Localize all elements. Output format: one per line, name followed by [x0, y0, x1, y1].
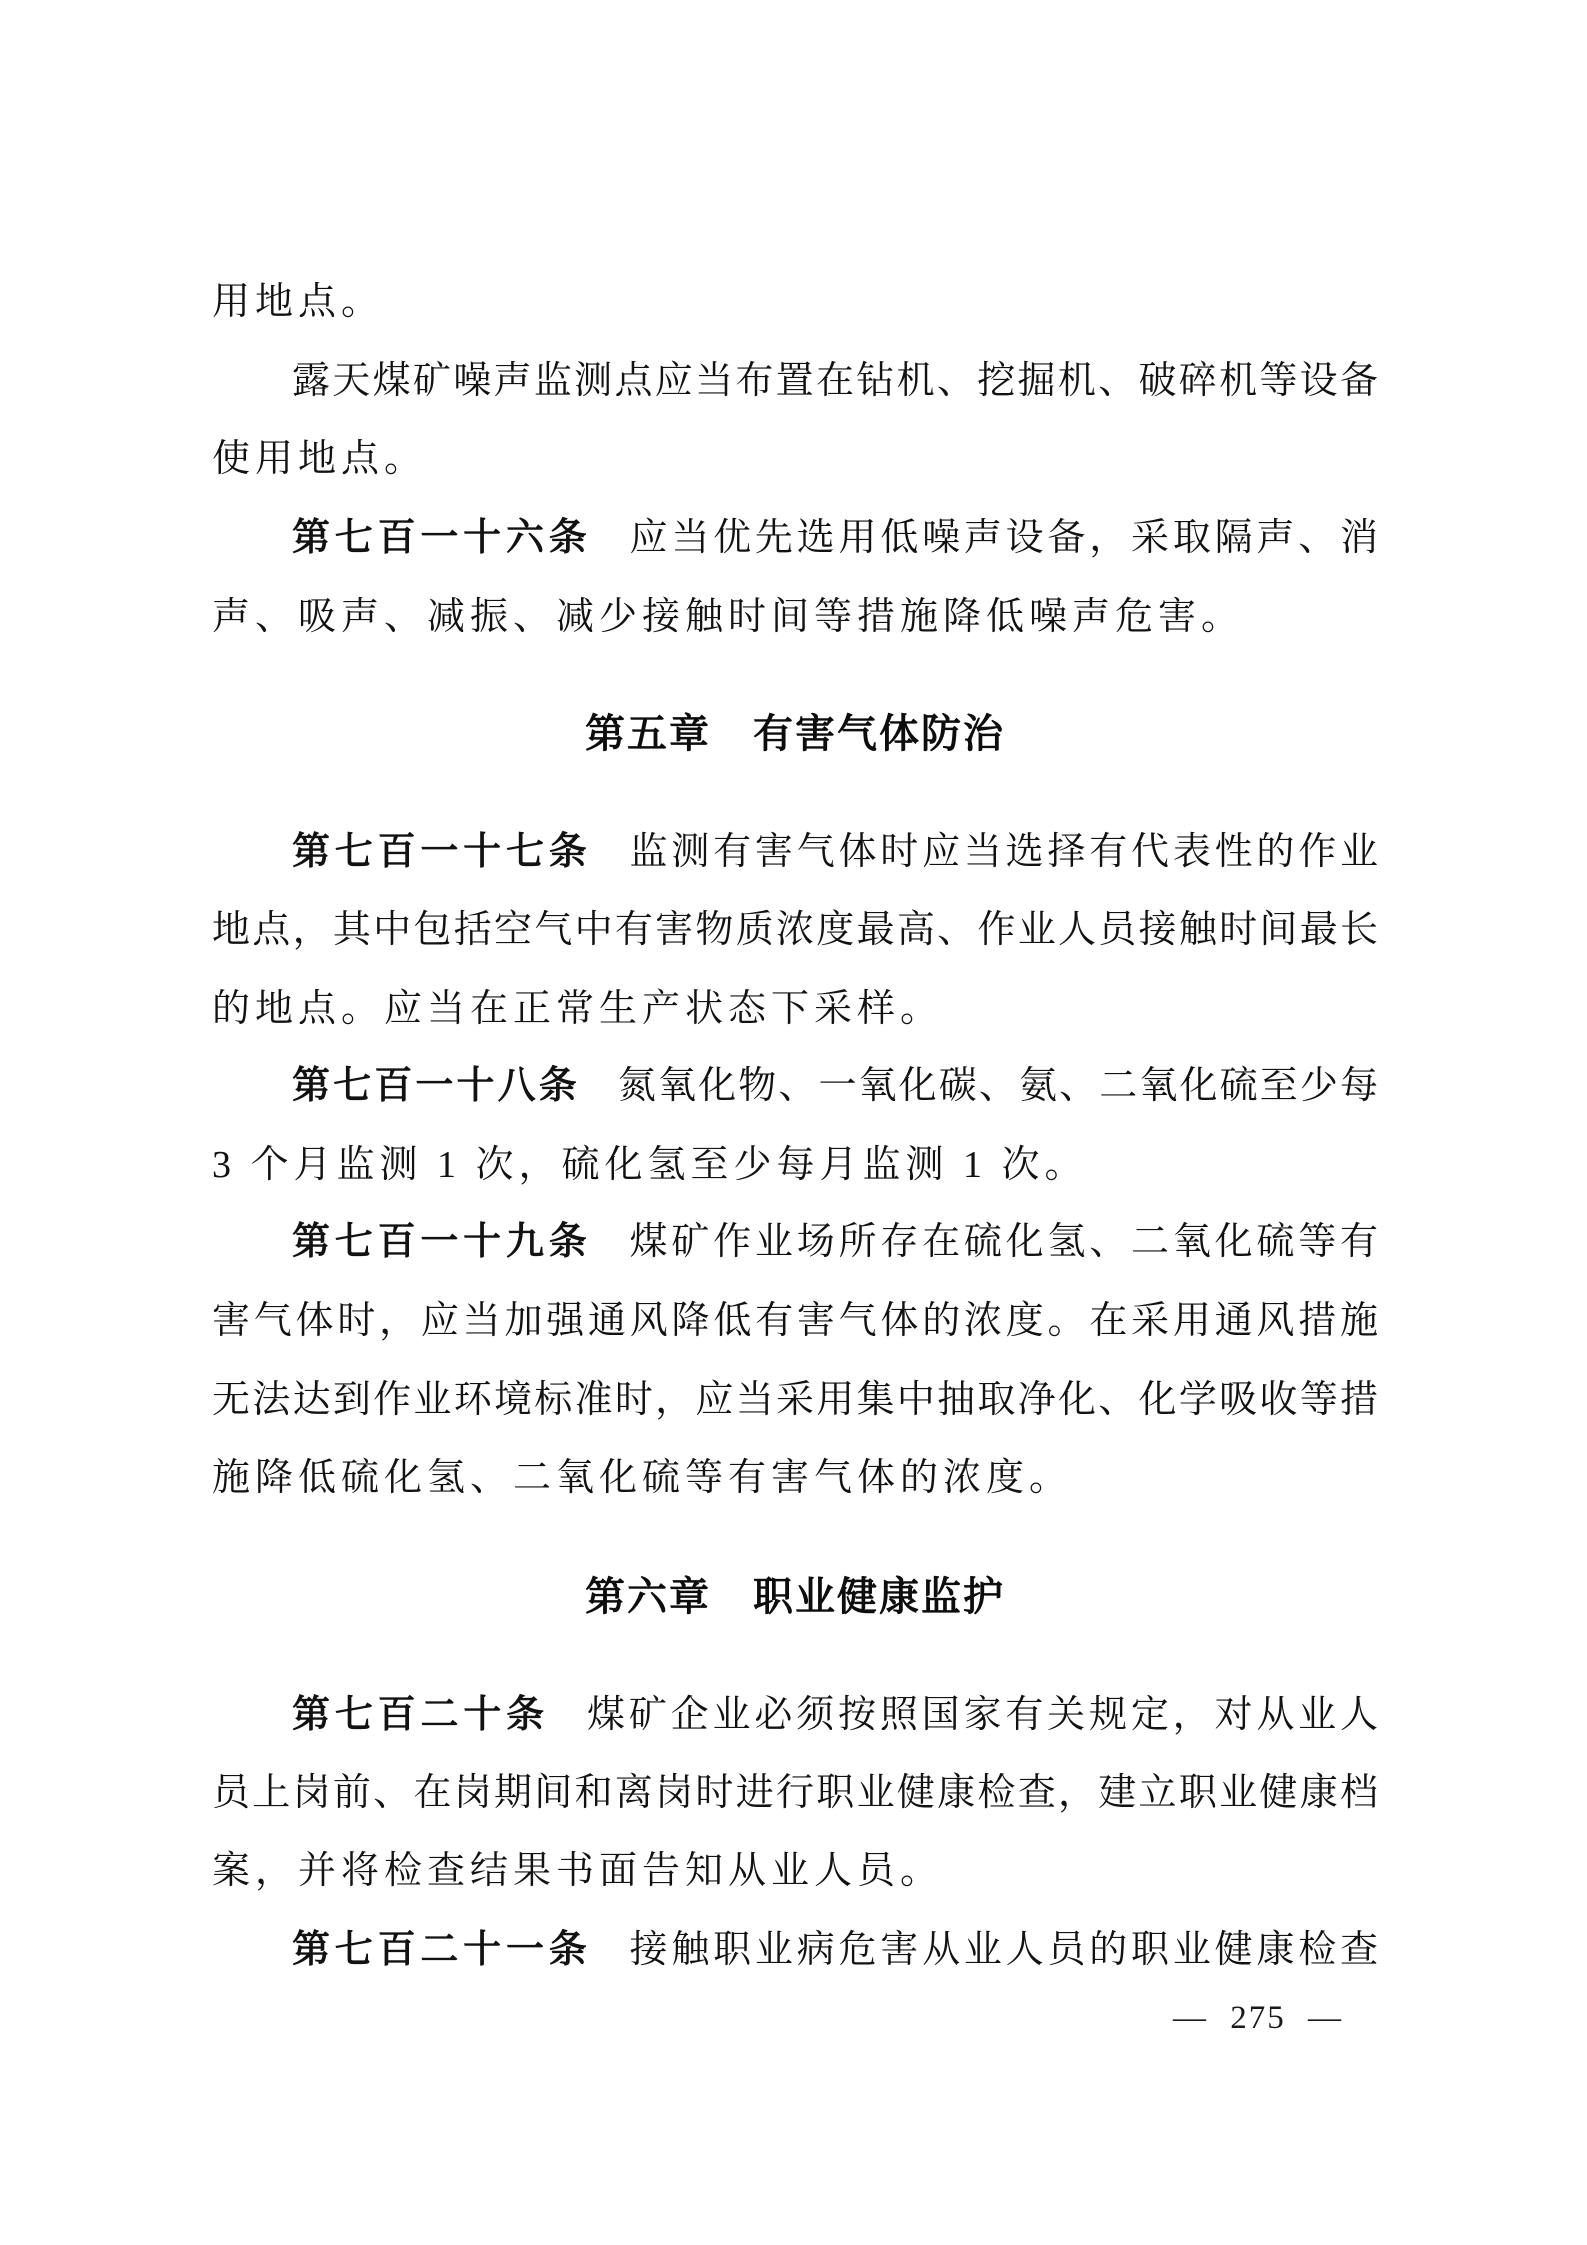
article-number: 第七百一十九条 — [292, 1221, 592, 1263]
article-text: 监测有害气体时应当选择有代表性的作业 — [629, 831, 1378, 873]
page-number: — 275 — — [1173, 2000, 1343, 2036]
article-line — [212, 1220, 1378, 1264]
article-number: 第七百一十七条 — [292, 831, 592, 873]
article-number: 第七百二十一条 — [292, 1929, 592, 1971]
article-text: 煤矿企业必须按照国家有关规定，对从业人 — [587, 1694, 1378, 1736]
body-line: 3 个月监测 1 次，硫化氢至少每月监测 1 次。 — [212, 1144, 1088, 1186]
body-line: 施降低硫化氢、二氧化硫等有害气体的浓度。 — [212, 1457, 1073, 1499]
body-line: 无法达到作业环境标准时，应当采用集中抽取净化、化学吸收等措 — [212, 1379, 1378, 1421]
chapter-heading: 第六章 职业健康监护 — [585, 1575, 1005, 1619]
article-number: 第七百二十条 — [292, 1694, 549, 1736]
article-number: 第七百一十八条 — [292, 1065, 580, 1107]
article-line — [212, 1693, 1378, 1737]
regulation-text-block — [212, 0, 1378, 2245]
body-line: 用地点。 — [212, 281, 385, 323]
chapter-heading: 第五章 有害气体防治 — [585, 712, 1005, 756]
article-text: 氮氧化物、一氧化碳、氨、二氧化硫至少每 — [617, 1065, 1378, 1107]
body-line: 声、吸声、减振、减少接触时间等措施降低噪声危害。 — [212, 596, 1245, 638]
article-line — [212, 1928, 1378, 1972]
body-line: 地点，其中包括空气中有害物质浓度最高、作业人员接触时间最长 — [212, 909, 1378, 951]
article-line — [212, 1064, 1378, 1108]
body-line: 使用地点。 — [212, 438, 428, 480]
article-text: 接触职业病危害从业人员的职业健康检查 — [629, 1929, 1378, 1971]
body-line: 员上岗前、在岗期间和离岗时进行职业健康检查，建立职业健康档 — [212, 1772, 1378, 1814]
body-line: 案，并将检查结果书面告知从业人员。 — [212, 1850, 944, 1892]
article-number: 第七百一十六条 — [292, 517, 592, 559]
body-line: 害气体时，应当加强通风降低有害气体的浓度。在采用通风措施 — [212, 1300, 1378, 1342]
article-text: 煤矿作业场所存在硫化氢、二氧化硫等有 — [629, 1221, 1378, 1263]
article-line — [212, 516, 1378, 560]
body-line: 露天煤矿噪声监测点应当布置在钻机、挖掘机、破碎机等设备 — [292, 360, 1378, 402]
body-line: 的地点。应当在正常生产状态下采样。 — [212, 988, 944, 1030]
article-line — [212, 830, 1378, 874]
article-text: 应当优先选用低噪声设备，采取隔声、消 — [629, 517, 1378, 559]
